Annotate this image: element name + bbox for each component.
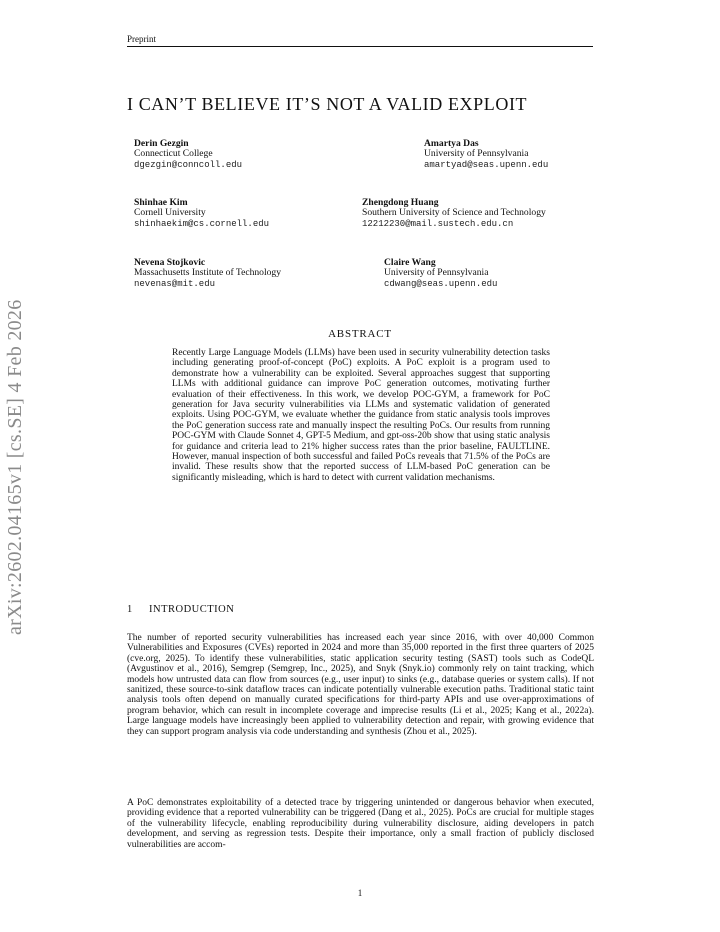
author-email: 12212230@mail.sustech.edu.cn (362, 218, 514, 229)
author-block (362, 198, 546, 229)
author-block (424, 139, 548, 170)
author-block (384, 258, 497, 289)
intro-paragraph-2: A PoC demonstrates exploitability of a detected trace by triggering unintended or dangerous behavior when executed, providing evidence that a reported vulnerability can be triggered (Dang et al., 2025). PoCs are crucial for multiple stages of the vulnerability lifecycle, enabling reproducibility during vulnerability disclosure, aiding developers in patch development, and serving as regression tests. Despite their importance, only a small fraction of publicly disclosed vulnerabilities are accom- (127, 798, 594, 850)
author-email: dgezgin@conncoll.edu (134, 159, 243, 170)
author-email: amartyad@seas.upenn.edu (424, 159, 549, 170)
author-affiliation: University of Pennsylvania (424, 148, 529, 160)
author-email: cdwang@seas.upenn.edu (384, 278, 498, 289)
author-name: Derin Gezgin (134, 138, 189, 149)
section-title: INTRODUCTION (149, 604, 235, 615)
author-affiliation: Connecticut College (134, 148, 213, 160)
author-name: Zhengdong Huang (362, 197, 439, 208)
author-affiliation: Southern University of Science and Technology (362, 207, 546, 219)
author-affiliation: Massachusetts Institute of Technology (134, 267, 282, 279)
author-name: Shinhae Kim (134, 197, 188, 208)
page-number: 1 (357, 888, 363, 898)
author-email: nevenas@mit.edu (134, 278, 216, 289)
paper-title: I CAN’T BELIEVE IT’S NOT A VALID EXPLOIT (127, 94, 528, 114)
arxiv-stamp: arXiv:2602.04165v1 [cs.SE] 4 Feb 2026 (4, 299, 26, 635)
author-block (134, 198, 269, 229)
author-email: shinhaekim@cs.cornell.edu (134, 218, 270, 229)
author-name: Nevena Stojkovic (134, 257, 206, 268)
running-header: Preprint (127, 34, 156, 44)
section-heading (127, 604, 234, 615)
author-affiliation: Cornell University (134, 207, 206, 219)
abstract-heading: ABSTRACT (328, 328, 392, 340)
author-block (134, 258, 281, 289)
author-block (134, 139, 242, 170)
header-rule (127, 46, 593, 47)
abstract-text: Recently Large Language Models (LLMs) have been used in security vulnerability detection tasks including generating proof-of-concept (PoC) exploits. A PoC exploit is a program used to demonstrate how a vulnerability can be exploited. Several approaches suggest that supporting LLMs with additional guidance can improve PoC generation outcomes, motivating further evaluation of their effectiveness. In this work, we develop POC-GYM, a framework for PoC generation for Java security vulnerabilities via LLMs and systematic validation of generated exploits. Using POC-GYM, we evaluate whether the guidance from static analysis tools improves the PoC generation success rate and manually inspect the resulting PoCs. Our results from running POC-GYM with Claude Sonnet 4, GPT-5 Medium, and gpt-oss-20b show that using static analysis for guidance and criteria lead to 21% higher success rates than the prior baseline, FAULTLINE. However, manual inspection of both successful and failed PoCs reveals that 71.5% of the PoCs are invalid. These results show that the reported success of LLM-based PoC generation can be significantly misleading, which is hard to detect with current validation mechanisms. (172, 348, 550, 483)
author-affiliation: University of Pennsylvania (384, 267, 489, 279)
author-name: Amartya Das (424, 138, 479, 149)
author-name: Claire Wang (384, 257, 436, 268)
section-number: 1 (127, 604, 133, 615)
intro-paragraph-1: The number of reported security vulnerabilities has increased each year since 2016, with over 40,000 Common Vulnerabilities and Exposures (CVEs) reported in 2024 and more than 35,000 reported in the first three quarters of 2025 (cve.org, 2025). To identify these vulnerabilities, static application security testing (SAST) tools such as CodeQL (Avgustinov et al., 2016), Semgrep (Semgrep, Inc., 2025), and Snyk (Snyk.io) commonly rely on taint tracking, which models how untrusted data can flow from sources (e.g., user input) to sinks (e.g., database queries or system calls). If not sanitized, these source-to-sink dataflow traces can indicate potentially vulnerable execution paths. Traditional static taint analysis tools often depend on manually curated specifications for third-party APIs and use over-approximations of program behavior, which can result in incomplete coverage and imprecise results (Li et al., 2025; Kang et al., 2022a). Large language models have increasingly been applied to vulnerability detection and repair, with growing evidence that they can support program analysis via code understanding and synthesis (Zhou et al., 2025). (127, 633, 594, 737)
